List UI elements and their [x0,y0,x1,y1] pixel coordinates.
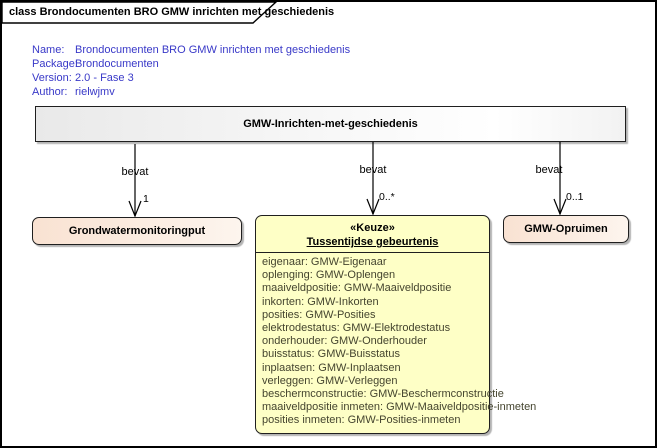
metadata-row [32,57,350,71]
attribute-text: maaiveldpositie: GMW-Maaiveldpositie [262,282,452,295]
stereotype-label: «Keuze» [350,222,395,234]
connector-label: bevat [535,164,563,176]
metadata-value: Brondocumenten [75,58,159,70]
attribute-text: maaiveldpositie inmeten: GMW-Maaiveldpositie-inmeten [262,401,537,414]
class-title: GMW-Opruimen [524,223,608,235]
attribute-row [262,309,485,322]
connector-multiplicity: 1 [143,193,149,205]
class-gmw-opruimen[interactable] [503,215,629,243]
attribute-text: posities inmeten: GMW-Posities-inmeten [262,414,461,427]
attribute-text: elektrodestatus: GMW-Elektrodestatus [262,322,451,335]
connector-label: bevat [359,164,387,176]
connector-bevat-grondwatermonitoringput [121,144,149,222]
metadata-value: Brondocumenten BRO GMW inrichten met geschiedenis [75,44,351,56]
metadata-label: Name: [32,44,65,56]
metadata-row [32,43,350,57]
diagram-metadata [32,43,350,99]
attribute-row [262,348,485,361]
class-gmw-inrichten-met-geschiedenis[interactable] [35,106,626,142]
attribute-row [262,388,504,401]
metadata-row [32,71,350,85]
metadata-label: Version: [32,72,72,84]
metadata-value: 2.0 - Fase 3 [75,72,134,84]
attribute-text: eigenaar: GMW-Eigenaar [262,256,387,268]
class-title: GMW-Inrichten-met-geschiedenis [243,118,418,130]
connector-bevat-gmw-opruimen [535,142,584,220]
connector-multiplicity: 0..1 [566,191,584,203]
metadata-value: rielwjmv [75,86,115,98]
connector-label: bevat [121,166,149,178]
attribute-row [262,269,485,282]
attribute-row [262,414,485,427]
attribute-text: inkorten: GMW-Inkorten [262,295,379,308]
attribute-list [256,253,537,428]
attribute-row [262,296,485,309]
attribute-text: oplenging: GMW-Oplengen [262,269,396,282]
arrow-down-icon [550,142,570,215]
attribute-text: verleggen: GMW-Verleggen [262,374,398,387]
attribute-row [262,322,485,335]
class-grondwatermonitoringput[interactable] [32,217,242,245]
attribute-text: buisstatus: GMW-Buisstatus [262,348,400,361]
metadata-row [32,85,350,99]
choice-class-title: Tussentijdse gebeurtenis [306,236,439,248]
class-title: Grondwatermonitoringput [68,225,206,237]
attribute-row [262,282,485,295]
metadata-label: Package: [32,58,78,70]
attribute-text: inplaatsen: GMW-Inplaatsen [262,361,401,374]
choice-class-header [256,216,489,253]
attribute-row [262,362,485,375]
attribute-row [262,256,485,269]
attribute-row [262,335,485,348]
attribute-text: posities: GMW-Posities [262,308,376,321]
arrow-down-icon [363,142,383,215]
diagram-tab [2,2,335,26]
metadata-label: Author: [32,86,68,98]
attribute-row [262,375,485,388]
connector-multiplicity: 0..* [379,191,395,203]
attribute-text: onderhouder: GMW-Onderhouder [262,335,427,348]
diagram-tab-label: class Brondocumenten BRO GMW inrichten met geschiedenis [9,6,335,18]
arrow-down-icon [125,144,145,217]
connector-bevat-tussentijdse-gebeurtenis [359,142,395,220]
class-tussentijdse-gebeurtenis[interactable] [255,215,537,434]
attribute-text: beschermconstructie: GMW-Beschermconstructie [262,388,504,401]
attribute-row [262,401,537,414]
